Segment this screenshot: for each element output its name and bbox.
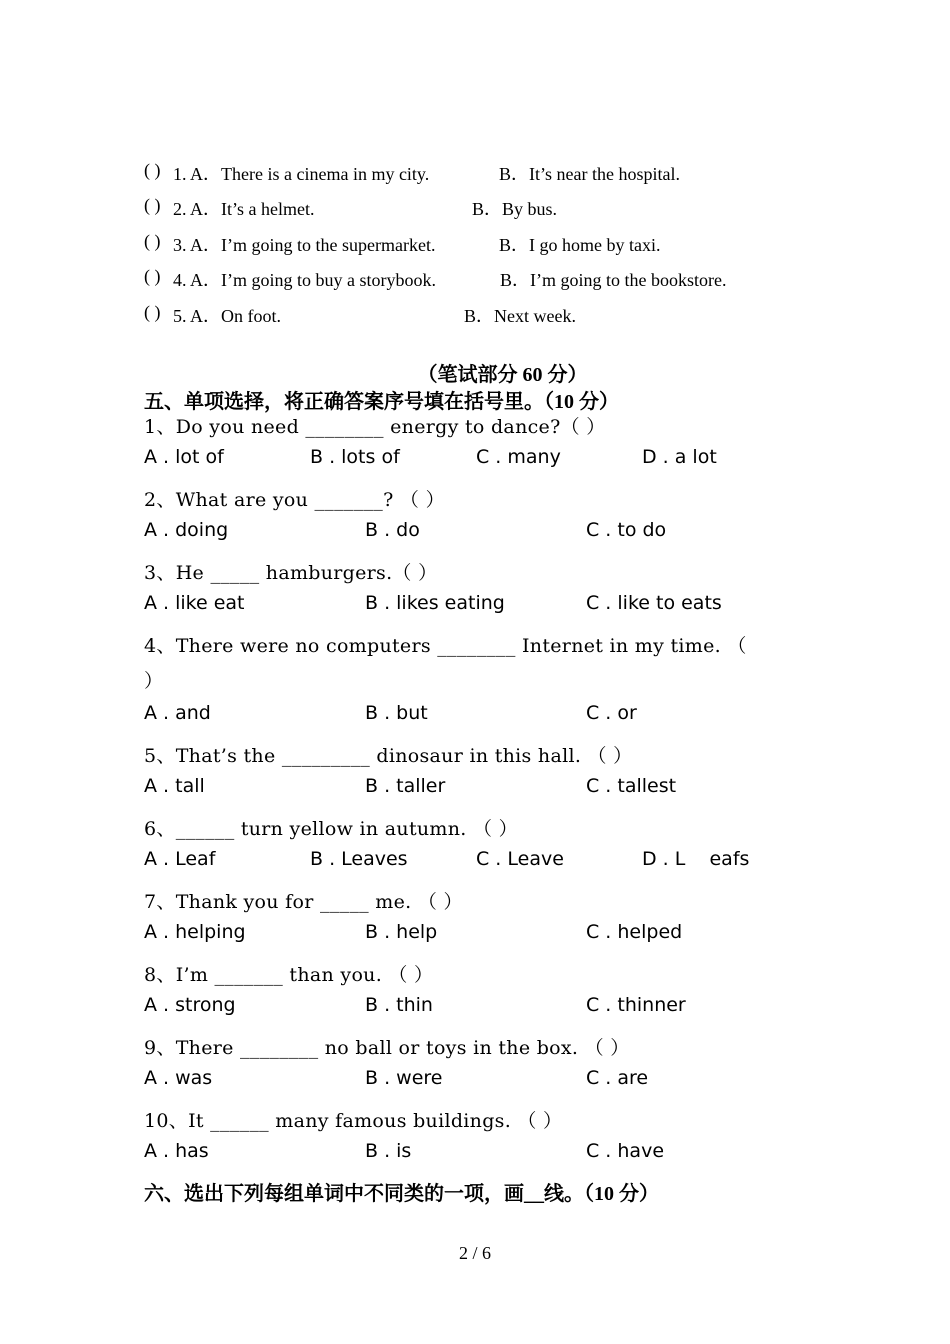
options-row — [144, 1140, 844, 1166]
option: A . like eat — [144, 592, 245, 614]
option-b: B．Next week. — [464, 306, 576, 326]
option: A . and — [144, 702, 211, 724]
section-five-title: 五、单项选择，将正确答案序号填在括号里。（10 分） — [144, 391, 619, 413]
question-text: 3、He _____ hamburgers.（ ） — [144, 562, 438, 584]
options-row — [144, 702, 844, 728]
option-b: B．It’s near the hospital. — [499, 164, 680, 184]
options-row — [144, 775, 844, 801]
option: B . is — [365, 1140, 412, 1162]
option: C . have — [586, 1140, 665, 1162]
page-number: 2 / 6 — [458, 1243, 491, 1263]
option: B . help — [365, 921, 438, 943]
answer-bracket: ( ) — [144, 160, 161, 180]
options-row — [144, 921, 844, 947]
option: A . doing — [144, 519, 229, 541]
option-a: 3. A．I’m going to the supermarket. — [173, 235, 436, 255]
option: D . a lot — [642, 446, 717, 468]
question-text: 8、I’m _______ than you. （ ） — [144, 964, 434, 986]
option: A . has — [144, 1140, 209, 1162]
option-a: 1. A．There is a cinema in my city. — [173, 164, 430, 184]
question-text-continued: ） — [144, 670, 164, 692]
option: A . Leaf — [144, 848, 216, 870]
option: C . helped — [586, 921, 683, 943]
options-row — [144, 592, 844, 618]
option: B . were — [365, 1067, 443, 1089]
question-text: 10、It ______ many famous buildings. （ ） — [144, 1110, 563, 1132]
options-row — [144, 1067, 844, 1093]
option: A . strong — [144, 994, 236, 1016]
option: B . thin — [365, 994, 433, 1016]
option: B . taller — [365, 775, 446, 797]
option: B . lots of — [310, 446, 400, 468]
answer-bracket: ( ) — [144, 302, 161, 322]
answer-bracket: ( ) — [144, 266, 161, 286]
question-text: 7、Thank you for _____ me. （ ） — [144, 891, 463, 913]
option: A . helping — [144, 921, 246, 943]
option: C . or — [586, 702, 637, 724]
question-text: 6、______ turn yellow in autumn. （ ） — [144, 818, 518, 840]
option-a: 2. A．It’s a helmet. — [173, 199, 315, 219]
options-row — [144, 446, 844, 472]
option-a: 4. A．I’m going to buy a storybook. — [173, 270, 436, 290]
option: A . tall — [144, 775, 205, 797]
option: B . Leaves — [310, 848, 408, 870]
option: B . likes eating — [365, 592, 505, 614]
option: A . lot of — [144, 446, 224, 468]
option: C . many — [476, 446, 561, 468]
option: C . Leave — [476, 848, 564, 870]
question-text: 5、That’s the _________ dinosaur in this hall. （ ） — [144, 745, 633, 767]
answer-bracket: ( ) — [144, 195, 161, 215]
question-text: 2、What are you _______? （ ） — [144, 489, 445, 511]
option: A . was — [144, 1067, 213, 1089]
question-text: 4、There were no computers ________ Internet in my time. （ — [144, 635, 747, 657]
question-text: 9、There ________ no ball or toys in the box. （ ） — [144, 1037, 630, 1059]
option-b: B．I go home by taxi. — [499, 235, 661, 255]
option: C . like to eats — [586, 592, 722, 614]
option: C . to do — [586, 519, 667, 541]
option: C . are — [586, 1067, 649, 1089]
option-a: 5. A．On foot. — [173, 306, 281, 326]
section-six-title: 六、选出下列每组单词中不同类的一项，画__线。（10 分） — [144, 1183, 659, 1205]
option: C . tallest — [586, 775, 677, 797]
option-b: B．I’m going to the bookstore. — [500, 270, 727, 290]
option: D . L eafs — [642, 848, 750, 870]
written-part-header: （笔试部分 60 分） — [417, 364, 588, 386]
question-text: 1、Do you need ________ energy to dance?（ ） — [144, 416, 606, 438]
option: C . thinner — [586, 994, 686, 1016]
options-row — [144, 519, 844, 545]
options-row — [144, 848, 844, 874]
option: B . but — [365, 702, 428, 724]
options-row — [144, 994, 844, 1020]
option-b: B．By bus. — [472, 199, 558, 219]
answer-bracket: ( ) — [144, 231, 161, 251]
option: B . do — [365, 519, 420, 541]
